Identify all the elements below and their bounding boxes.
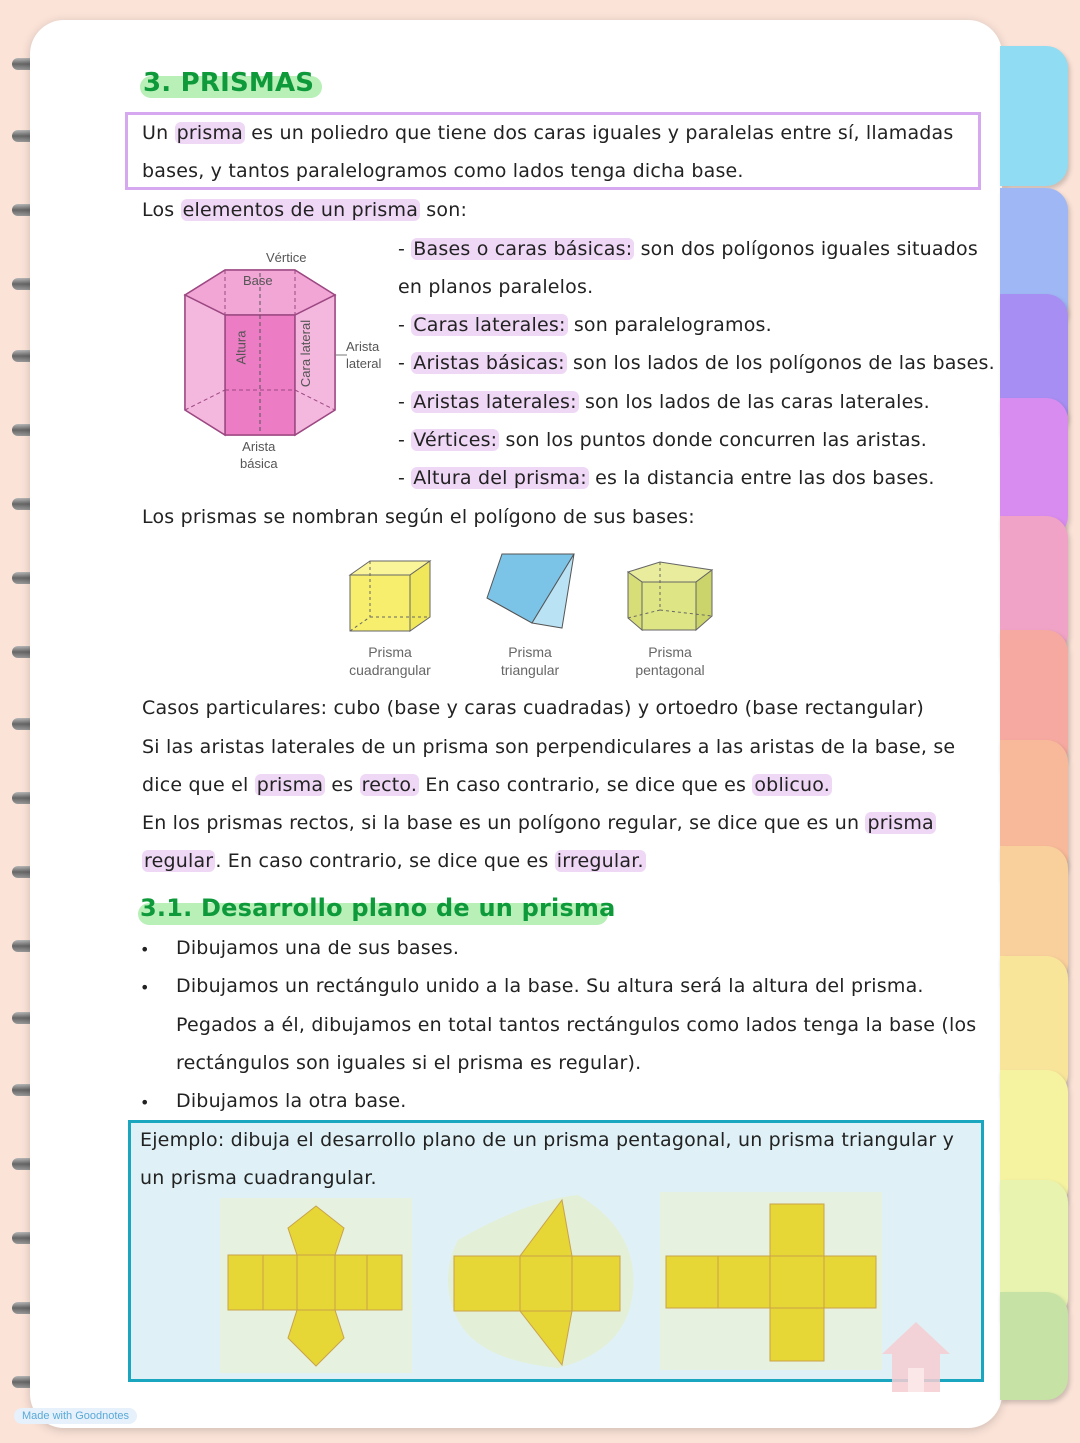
elements-intro: Los elementos de un prisma son: xyxy=(142,199,468,221)
element-item-4: - Aristas laterales: son los lados de las caras laterales. xyxy=(398,391,930,413)
element-item-3: - Aristas básicas: son los lados de los polígonos de las bases. xyxy=(398,352,995,374)
bullet-2-cont-2: rectángulos son iguales si el prisma es regular). xyxy=(176,1052,642,1074)
label-base: Base xyxy=(243,273,273,288)
definition-line-1: Un prisma es un poliedro que tiene dos caras iguales y paralelas entre sí, llamadas xyxy=(142,122,954,144)
quadrangular-prism-net xyxy=(660,1192,882,1370)
section-title: 3. PRISMAS xyxy=(143,68,315,98)
element-item-1: - Bases o caras básicas: son dos polígonos iguales situados xyxy=(398,238,978,260)
straight-prism-line-1: Si las aristas laterales de un prisma son perpendiculares a las aristas de la base, se xyxy=(142,736,956,758)
cube-prism-figure xyxy=(340,555,440,640)
element-item-1-cont: en planos paralelos. xyxy=(398,276,594,298)
definition-line-2: bases, y tantos paralelogramos como lados tenga dicha base. xyxy=(142,160,744,182)
straight-prism-line-2: dice que el prisma es recto. En caso contrario, se dice que es oblicuo. xyxy=(142,774,831,796)
element-item-2: - Caras laterales: son paralelogramos. xyxy=(398,314,772,336)
prism-label-triangular: Prisma triangular xyxy=(500,644,560,678)
pentagonal-prism-figure xyxy=(620,558,720,638)
element-item-6: - Altura del prisma: es la distancia entre las dos bases. xyxy=(398,467,935,489)
home-icon[interactable] xyxy=(878,1318,954,1394)
particular-cases: Casos particulares: cubo (base y caras cuadradas) y ortoedro (base rectangular) xyxy=(142,697,924,719)
bullet-dot-2: • xyxy=(140,978,150,997)
prism-label-quadrangular: Prisma cuadrangular xyxy=(349,644,431,678)
pentagonal-prism-net xyxy=(220,1198,412,1373)
naming-text: Los prismas se nombran según el polígono de sus bases: xyxy=(142,506,695,528)
example-line-1: Ejemplo: dibuja el desarrollo plano de un prisma pentagonal, un prisma triangular y xyxy=(140,1129,955,1151)
bullet-dot-1: • xyxy=(140,940,150,959)
bullet-dot-3: • xyxy=(140,1093,150,1112)
label-lateral-edge: Arista lateral xyxy=(346,339,382,371)
label-base-edge: Arista básica xyxy=(240,439,278,471)
bullet-2: Dibujamos un rectángulo unido a la base. Su altura será la altura del prisma. xyxy=(176,975,924,997)
prism-label-pentagonal: Prisma pentagonal xyxy=(635,644,705,678)
bullet-3: Dibujamos la otra base. xyxy=(176,1090,407,1112)
label-lateral-face: Cara lateral xyxy=(298,319,314,388)
bullet-1: Dibujamos una de sus bases. xyxy=(176,937,460,959)
goodnotes-badge: Made with Goodnotes xyxy=(14,1408,137,1424)
label-vertex: Vértice xyxy=(266,250,307,265)
example-line-2: un prisma cuadrangular. xyxy=(140,1167,377,1189)
regular-prism-line-1: En los prismas rectos, si la base es un polígono regular, se dice que es un prisma xyxy=(142,812,934,834)
label-height: Altura xyxy=(233,330,249,365)
subsection-title: 3.1. Desarrollo plano de un prisma xyxy=(140,894,616,922)
prism-left-face xyxy=(185,295,225,435)
regular-prism-line-2: regular . En caso contrario, se dice que es irregular. xyxy=(144,850,644,872)
bullet-2-cont-1: Pegados a él, dibujamos en total tantos rectángulos como lados tenga la base (los xyxy=(176,1014,977,1036)
triangular-prism-net xyxy=(438,1190,638,1370)
triangular-prism-figure xyxy=(482,548,582,638)
element-item-5: - Vértices: son los puntos donde concurren las aristas. xyxy=(398,429,928,451)
